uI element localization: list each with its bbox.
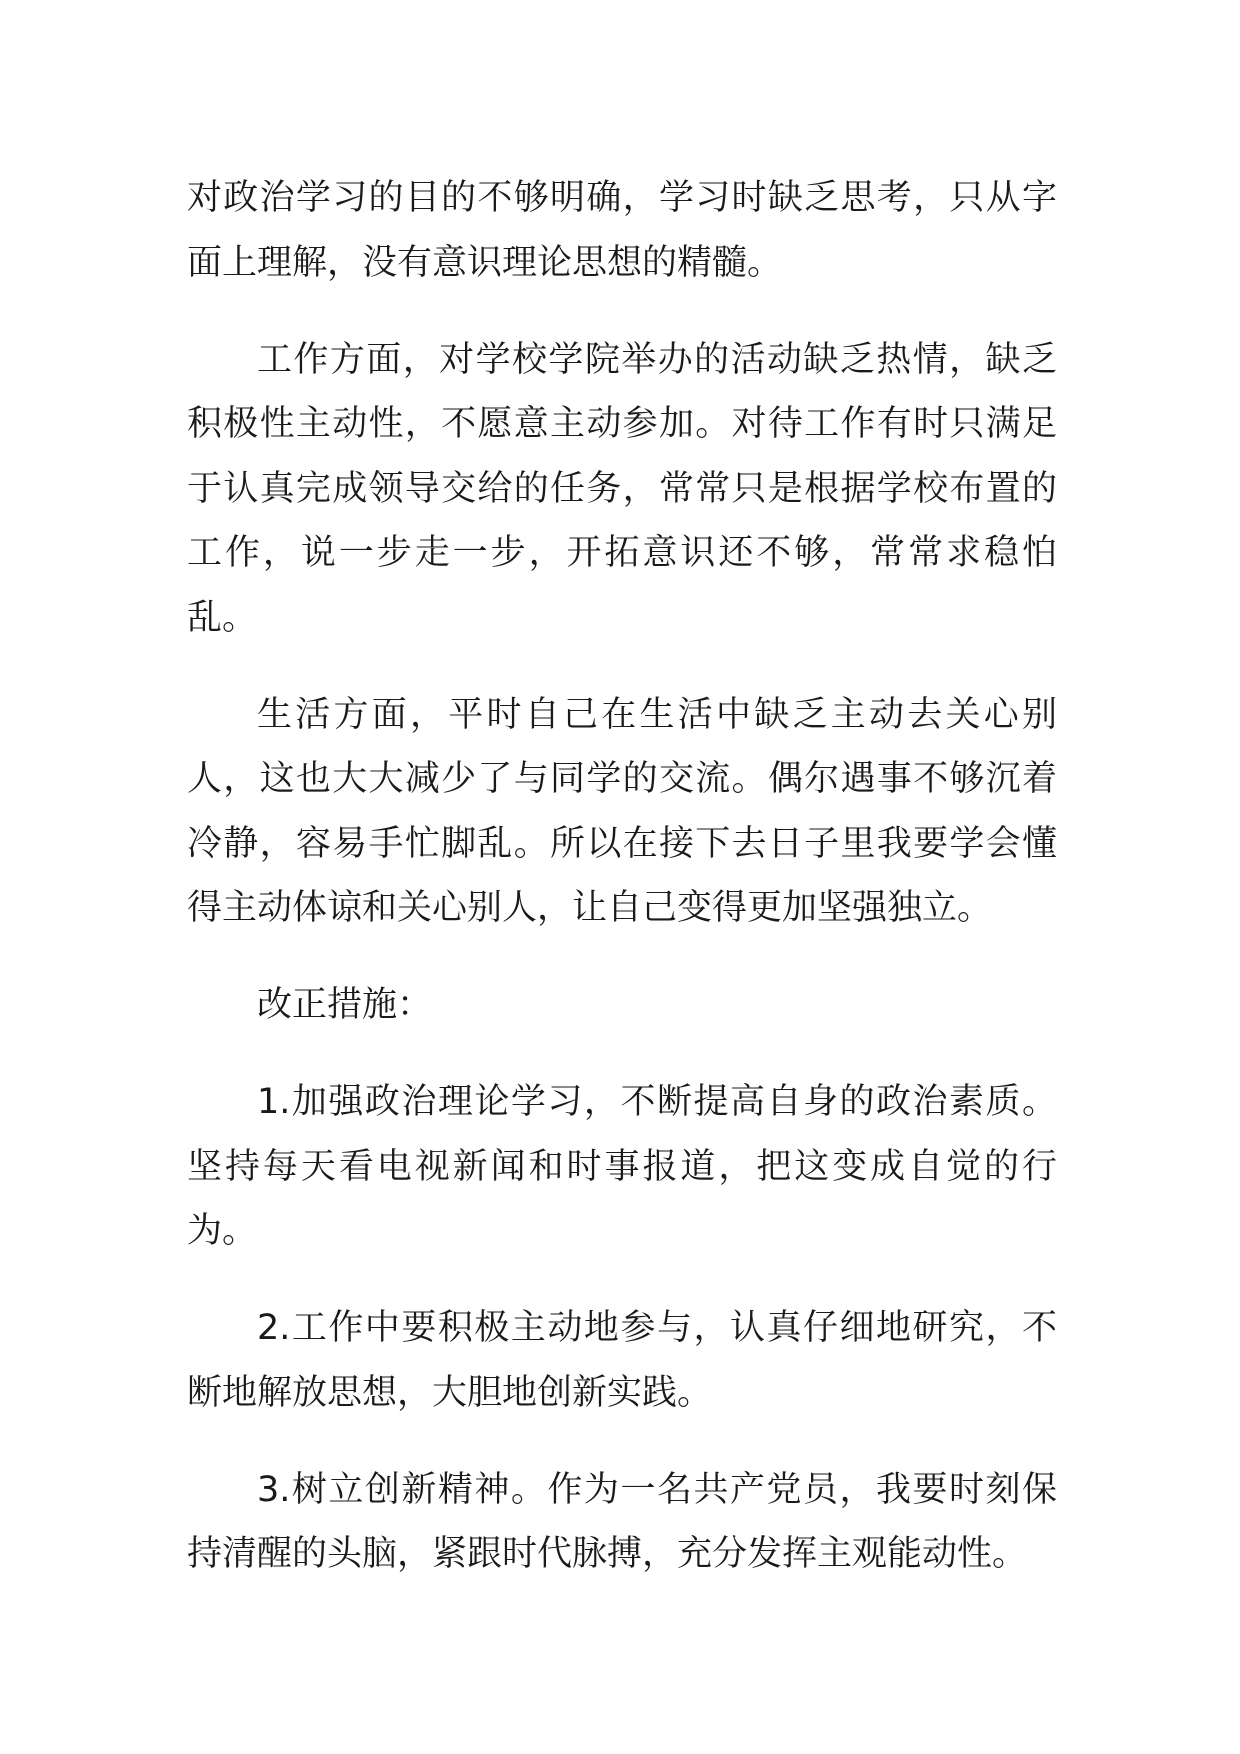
paragraph-measure-3: 3.树立创新精神。作为一名共产党员，我要时刻保持清醒的头脑，紧跟时代脉搏，充分发挥主观能动性。 <box>187 1469 1057 1574</box>
paragraph-life: 生活方面，平时自己在生活中缺乏主动去关心别人，这也大大减少了与同学的交流。偶尔遇事不够沉着冷静，容易手忙脚乱。所以在接下去日子里我要学会懂得主动体谅和关心别人，让自己变得更加坚强独立。 <box>187 694 1057 928</box>
paragraph-work: 工作方面，对学校学院举办的活动缺乏热情，缺乏积极性主动性，不愿意主动参加。对待工作有时只满足于认真完成领导交给的任务，常常只是根据学校布置的工作，说一步走一步，开拓意识还不够，常常求稳怕乱。 <box>187 339 1057 638</box>
paragraph-measures-heading: 改正措施： <box>257 985 433 1025</box>
paragraph-continuation: 对政治学习的目的不够明确，学习时缺乏思考，只从字面上理解，没有意识理论思想的精髓。 <box>187 178 1057 283</box>
body-text <box>187 166 1057 1619</box>
paragraph-measure-2: 2.工作中要积极主动地参与，认真仔细地研究，不断地解放思想，大胆地创新实践。 <box>187 1308 1057 1413</box>
paragraph-measure-1: 1.加强政治理论学习，不断提高自身的政治素质。坚持每天看电视新闻和时事报道，把这变成自觉的行为。 <box>187 1082 1057 1251</box>
